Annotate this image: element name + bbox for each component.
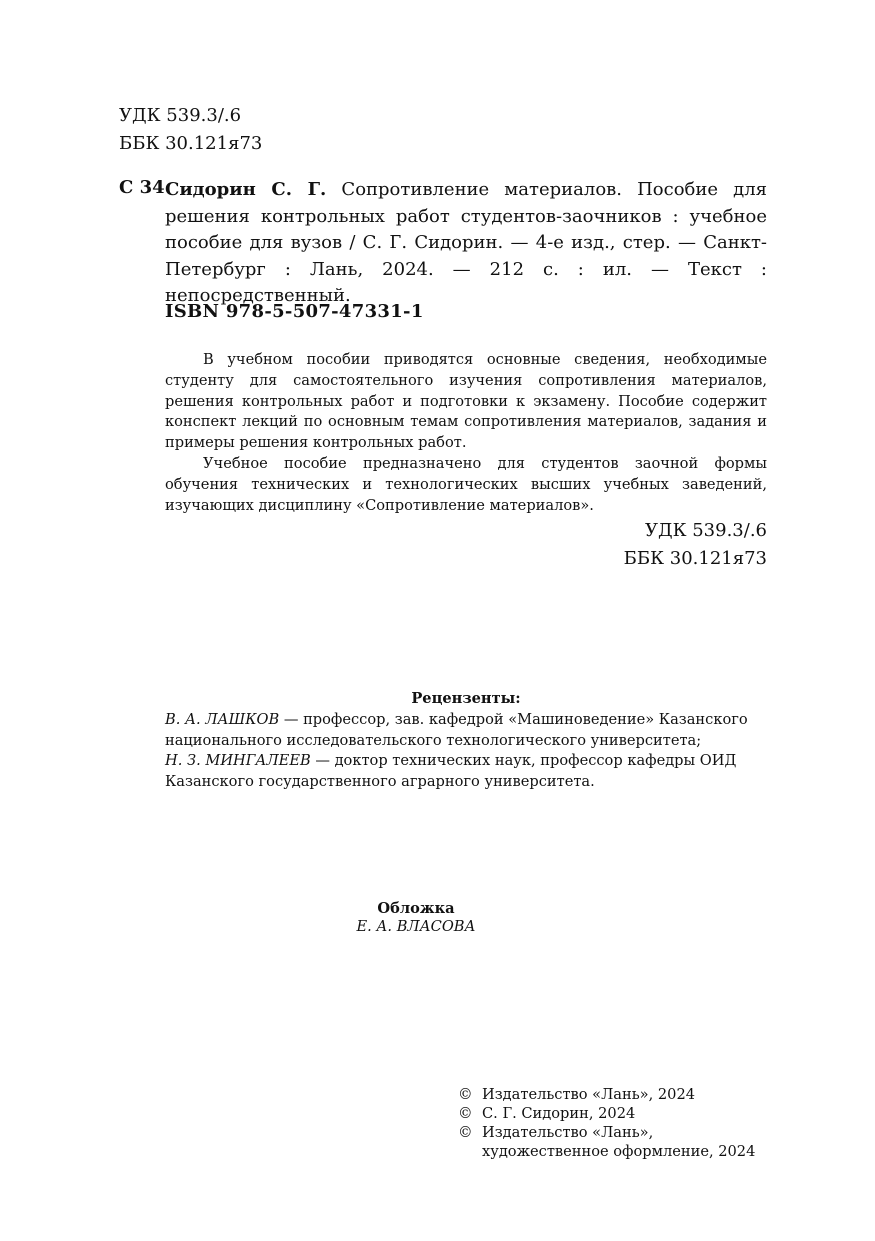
copyright-icon: © bbox=[458, 1086, 473, 1103]
copyright-line bbox=[458, 1104, 778, 1123]
bbk-code: ББК 30.121я73 bbox=[623, 548, 767, 569]
udk-block-top bbox=[119, 102, 262, 158]
reviewers-section bbox=[165, 689, 767, 793]
copyright-line bbox=[458, 1123, 778, 1142]
reviewer-entry bbox=[165, 751, 767, 793]
copyright-line bbox=[458, 1085, 778, 1104]
isbn: ISBN 978-5-507-47331-1 bbox=[165, 301, 424, 322]
reviewer-name: Н. З. МИНГАЛЕЕВ bbox=[165, 752, 311, 770]
bbk-code: ББК 30.121я73 bbox=[119, 133, 263, 154]
copyright-icon: © bbox=[458, 1124, 473, 1141]
copyright-icon: © bbox=[458, 1105, 473, 1122]
reviewer-text: — доктор технических наук, профессор кафедры ОИД Казанского государственного аграрного университета. bbox=[165, 752, 737, 791]
cover-heading: Обложка bbox=[377, 900, 455, 917]
copyright-text: художественное оформление, 2024 bbox=[482, 1143, 756, 1160]
udk-block-bottom bbox=[520, 517, 767, 573]
copyright-text: Издательство «Лань», bbox=[482, 1124, 654, 1141]
author-name: Сидорин С. Г. bbox=[165, 179, 327, 200]
cover-credit bbox=[165, 900, 667, 936]
udk-code: УДК 539.3/.6 bbox=[644, 520, 767, 541]
bibliographic-text: Сопротивление материалов. Пособие для решения контрольных работ студентов-заочников : учебное пособие для вузов / С. Г. Сидорин. — 4-е изд., стер. — Санкт-Петербург : Лань, 2024. — 212 с. : ил. — Текст : непосредственный. bbox=[165, 179, 767, 306]
annotation bbox=[165, 350, 767, 516]
reviewer-name: В. А. ЛАШКОВ bbox=[165, 710, 280, 728]
annotation-paragraph: Учебное пособие предназначено для студентов заочной формы обучения технических и технологических высших учебных заведений, изучающих дисциплину «Сопротивление материалов». bbox=[165, 454, 767, 514]
copyright-text: Издательство «Лань», 2024 bbox=[482, 1086, 696, 1103]
reviewers-heading: Рецензенты: bbox=[411, 690, 521, 707]
author-sign: С 34 bbox=[119, 177, 165, 198]
cover-artist: Е. А. ВЛАСОВА bbox=[356, 918, 476, 935]
reviewer-text: — профессор, зав. кафедрой «Машиноведение» Казанского национального исследовательского технологического университета; bbox=[165, 710, 748, 749]
bibliographic-record bbox=[165, 177, 767, 310]
copyright-line bbox=[458, 1142, 778, 1161]
udk-code: УДК 539.3/.6 bbox=[119, 105, 242, 126]
copyright-text: С. Г. Сидорин, 2024 bbox=[482, 1105, 636, 1122]
copyright-block bbox=[458, 1085, 778, 1161]
reviewer-entry bbox=[165, 710, 767, 752]
annotation-paragraph: В учебном пособии приводятся основные сведения, необходимые студенту для самостоятельного изучения сопротивления материалов, решения контрольных работ и подготовки к экзамену. Пособие содержит конспект лекций по основным темам сопротивления материалов, задания и примеры решения контрольных работ. bbox=[165, 351, 767, 452]
